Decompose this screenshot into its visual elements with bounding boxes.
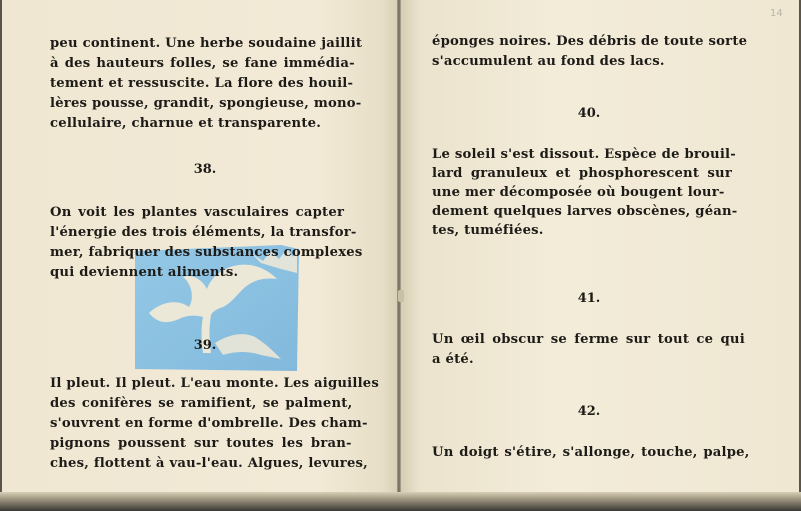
text-line: lères pousse, grandit, spongieuse, mono- <box>50 96 362 111</box>
text-line: s'accumulent au fond des lacs. <box>432 54 665 69</box>
text-line: éponges noires. Des débris de toute sorte <box>432 34 748 49</box>
book-gutter <box>397 0 401 511</box>
text-line: Il pleut. Il pleut. L'eau monte. Les aiguilles <box>50 376 380 391</box>
text-line: l'énergie des trois éléments, la transfor- <box>50 225 357 240</box>
text-line: dement quelques larves obscènes, géan- <box>432 204 738 219</box>
text-line: Le soleil s'est dissout. Espèce de brouil- <box>432 147 736 162</box>
text-line: des conifères se ramifient, se palment, <box>50 396 353 411</box>
text-line: Un doigt s'étire, s'allonge, touche, palpe, <box>432 445 750 460</box>
section-heading-42: 42. <box>577 404 601 419</box>
text-line: cellulaire, charnue et transparente. <box>50 116 322 131</box>
text-line: lard granuleux et phosphorescent sur <box>432 166 732 181</box>
text-line: à des hauteurs folles, se fane immédia- <box>50 56 355 71</box>
section-heading-38: 38. <box>193 162 217 177</box>
section-heading-39: 39. <box>193 338 217 353</box>
text-line: On voit les plantes vasculaires capter <box>50 205 345 220</box>
text-line: s'ouvrent en forme d'ombrelle. Des cham- <box>50 416 368 431</box>
page-edge-left <box>0 0 2 511</box>
text-line: mer, fabriquer des substances complexes <box>50 245 363 260</box>
text-line: une mer décomposée où bougent lour- <box>432 185 725 200</box>
page-crease <box>398 290 404 302</box>
pencil-page-number: 14 <box>770 8 783 19</box>
book-bottom-edge <box>0 492 801 511</box>
right-page <box>400 0 799 511</box>
section-heading-41: 41. <box>577 291 601 306</box>
section-heading-40: 40. <box>577 106 601 121</box>
text-line: qui deviennent aliments. <box>50 265 239 280</box>
text-line: peu continent. Une herbe soudaine jaillit <box>50 36 363 51</box>
text-line: tement et ressuscite. La flore des houil- <box>50 76 354 91</box>
text-line: a été. <box>432 352 474 367</box>
text-line: pignons poussent sur toutes les bran- <box>50 436 352 451</box>
text-line: Un œil obscur se ferme sur tout ce qui <box>432 332 745 347</box>
text-line: ches, flottent à vau-l'eau. Algues, levures, <box>50 456 368 471</box>
text-line: tes, tuméfiées. <box>432 223 544 238</box>
